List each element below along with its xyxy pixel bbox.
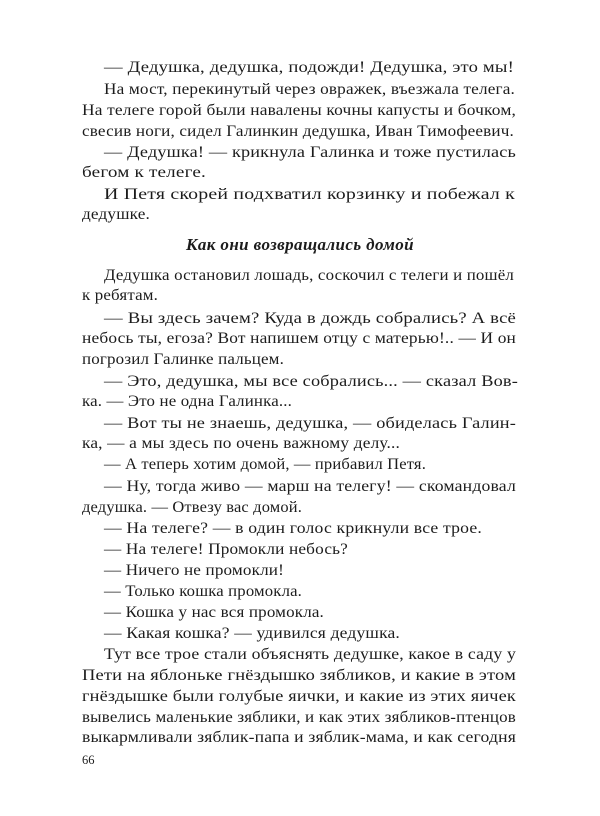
line-text: — На телеге? — в один голос крикнули все трое.	[104, 520, 482, 537]
line-text: гнёздышке были голубые яички, и какие из этих яичек	[82, 688, 516, 705]
line-text: И Петя скорей подхватил корзинку и побежал к	[104, 186, 516, 203]
text-line	[0, 392, 600, 412]
text-line	[0, 205, 600, 225]
text-line	[0, 372, 600, 392]
text-line	[0, 477, 600, 497]
line-text: На телеге горой были навалены кочны капусты и бочком,	[82, 102, 517, 119]
text-line	[0, 666, 600, 686]
page-number: 66	[82, 753, 95, 767]
text-line	[0, 143, 600, 163]
line-text: — Дедушка! — крикнула Галинка и тоже пустилась	[104, 144, 516, 161]
line-text: бегом к телеге.	[82, 164, 206, 181]
line-text: — Ничего не промокли!	[104, 562, 284, 579]
text-line	[0, 728, 600, 748]
line-text: дедушке.	[82, 206, 151, 223]
line-text: вывелись маленькие зяблики, и как этих зябликов-птенцов	[82, 709, 516, 726]
text-line	[0, 80, 600, 100]
line-text: — Кошка у нас вся промокла.	[104, 604, 324, 621]
text-line	[0, 645, 600, 665]
text-line	[0, 185, 600, 205]
text-line	[0, 309, 600, 329]
text-line	[0, 624, 600, 644]
line-text: На мост, перекинутый через овражек, въезжала телега.	[104, 81, 516, 98]
text-line	[0, 286, 600, 306]
line-text: — Вы здесь зачем? Куда в дождь собрались? А всё	[104, 310, 517, 327]
line-text: ка, — а мы здесь по очень важному делу...	[82, 435, 401, 452]
text-line	[0, 603, 600, 623]
text-line	[0, 455, 600, 475]
line-text: — А теперь хотим домой, — прибавил Петя.	[104, 456, 426, 473]
line-text: — На телеге! Промокли небось?	[104, 541, 348, 558]
text-line	[0, 519, 600, 539]
text-line	[0, 414, 600, 434]
text-line	[0, 687, 600, 707]
line-text: погрозил Галинке пальцем.	[82, 351, 284, 368]
text-line	[0, 122, 600, 142]
line-text: — Дедушка, дедушка, подожди! Дедушка, это мы!	[104, 59, 514, 76]
text-line	[0, 434, 600, 454]
text-line	[0, 561, 600, 581]
line-text: — Ну, тогда живо — марш на телегу! — скомандовал	[104, 478, 516, 495]
text-line	[0, 58, 600, 78]
line-text: свесив ноги, сидел Галинкин дедушка, Иван Тимофеевич.	[82, 123, 514, 140]
line-text: — Это, дедушка, мы все собрались... — сказал Вов-	[104, 373, 518, 390]
line-text: ка. — Это не одна Галинка...	[82, 393, 292, 410]
line-text: выкармливали зяблик-папа и зяблик-мама, и как сегодня	[82, 729, 516, 746]
line-text: Тут все трое стали объяснять дедушке, какое в саду у	[104, 646, 517, 663]
line-text: Дедушка остановил лошадь, соскочил с телеги и пошёл	[104, 267, 515, 284]
text-line	[0, 708, 600, 728]
line-text: Пети на яблоньке гнёздышко зябликов, и какие в этом	[82, 667, 516, 684]
line-text: небось ты, егоза? Вот напишем отцу с матерью!.. — И он	[82, 330, 517, 347]
text-line	[0, 329, 600, 349]
line-text: — Вот ты не знаешь, дедушка, — обиделась Галин-	[104, 415, 516, 432]
chapter-heading: Как они возвращались домой	[185, 235, 415, 254]
line-text: — Какая кошка? — удивился дедушка.	[104, 625, 400, 642]
line-text: к ребятам.	[82, 287, 158, 304]
text-line	[0, 266, 600, 286]
text-line	[0, 582, 600, 602]
text-line	[0, 540, 600, 560]
text-line	[0, 498, 600, 518]
text-line	[0, 101, 600, 121]
text-line	[0, 350, 600, 370]
text-line	[0, 163, 600, 183]
line-text: — Только кошка промокла.	[104, 583, 303, 600]
line-text: дедушка. — Отвезу вас домой.	[82, 499, 303, 516]
